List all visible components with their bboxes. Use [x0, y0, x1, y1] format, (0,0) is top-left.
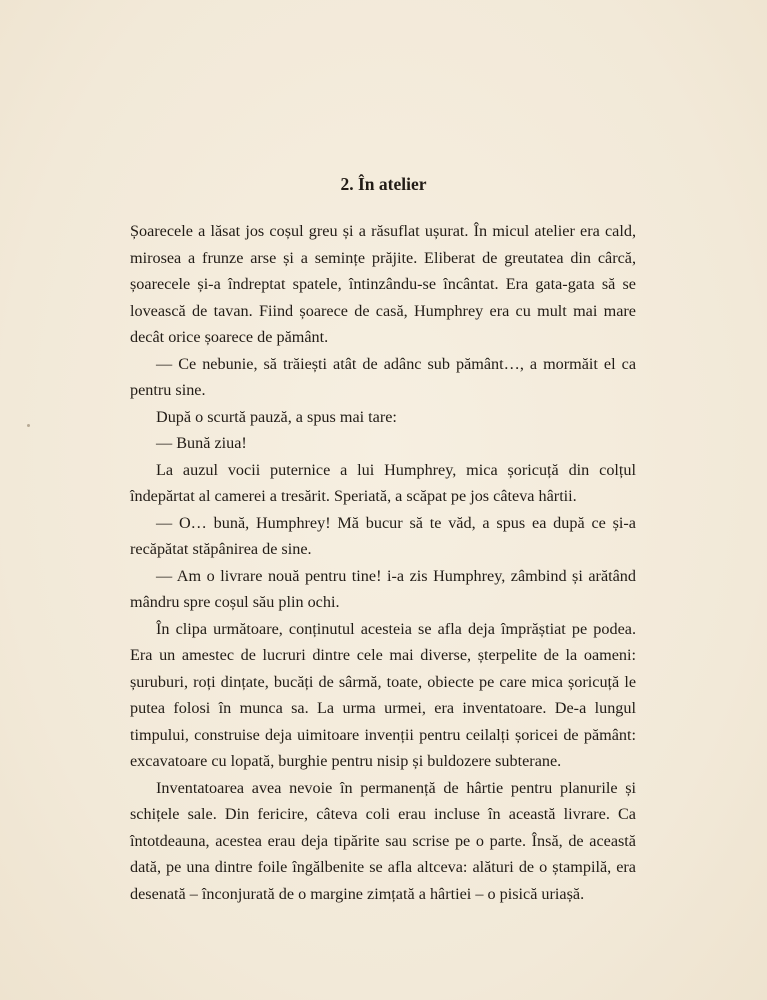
paragraph: — Bună ziua!	[156, 434, 247, 452]
chapter-title: 2. În atelier	[340, 174, 427, 194]
paper-speck	[27, 424, 30, 427]
paragraph: — O… bună, Humphrey! Mă bucur să te văd, a spus ea după ce și-a recăpătat stăpânirea de sine.	[130, 513, 636, 558]
paragraph: Inventatoarea avea nevoie în permanență de hârtie pentru planurile și schițele sale. Din fericire, câteva coli erau incluse în această livrare. Ca întotdeauna, acestea erau deja tipărite sau scrise pe o parte. Însă, de această dată, pe una dintre foile îngălbenite se afla altceva: alături de o ștampilă, era desenată – înconjurată de o margine zimțată a hârtiei – o pisică uriașă.	[130, 778, 636, 903]
paragraph: În clipa următoare, conținutul acesteia se afla deja împrăștiat pe podea. Era un amestec de lucruri dintre cele mai diverse, șterpelite de la oameni: șuruburi, roți dințate, bucăți de sârmă, toate, obiecte pe care mica șoricuță le putea folosi în munca sa. La urma urmei, era inventatoare. De-a lungul timpului, construise deja uimitoare invenții pentru ceilalți șoricei de pământ: excavatoare cu lopată, burghie pentru nisip și buldozere subterane.	[130, 619, 636, 770]
paragraph: După o scurtă pauză, a spus mai tare:	[156, 407, 397, 426]
paragraph: La auzul vocii puternice a lui Humphrey, mica șoricuță din colțul îndepărtat al camerei a tresărit. Speriată, a scăpat pe jos câteva hârtii.	[130, 460, 636, 505]
paragraph: — Am o livrare nouă pentru tine! i-a zis Humphrey, zâmbind și arătând mândru spre coșul său plin ochi.	[130, 566, 636, 611]
chapter-body	[130, 218, 636, 907]
paragraph: Șoarecele a lăsat jos coșul greu și a răsuflat ușurat. În micul atelier era cald, mirosea a frunze arse și a semințe prăjite. Eliberat de greutatea din cârcă, șoarecele și-a îndreptat spatele, întinzându-se încântat. Era gata-gata să se lovească de tavan. Fiind șoarece de casă, Humphrey era cu mult mai mare decât orice șoarece de pământ.	[130, 222, 636, 346]
paragraph: — Ce nebunie, să trăiești atât de adânc sub pământ…, a mormăit el ca pentru sine.	[130, 354, 636, 399]
